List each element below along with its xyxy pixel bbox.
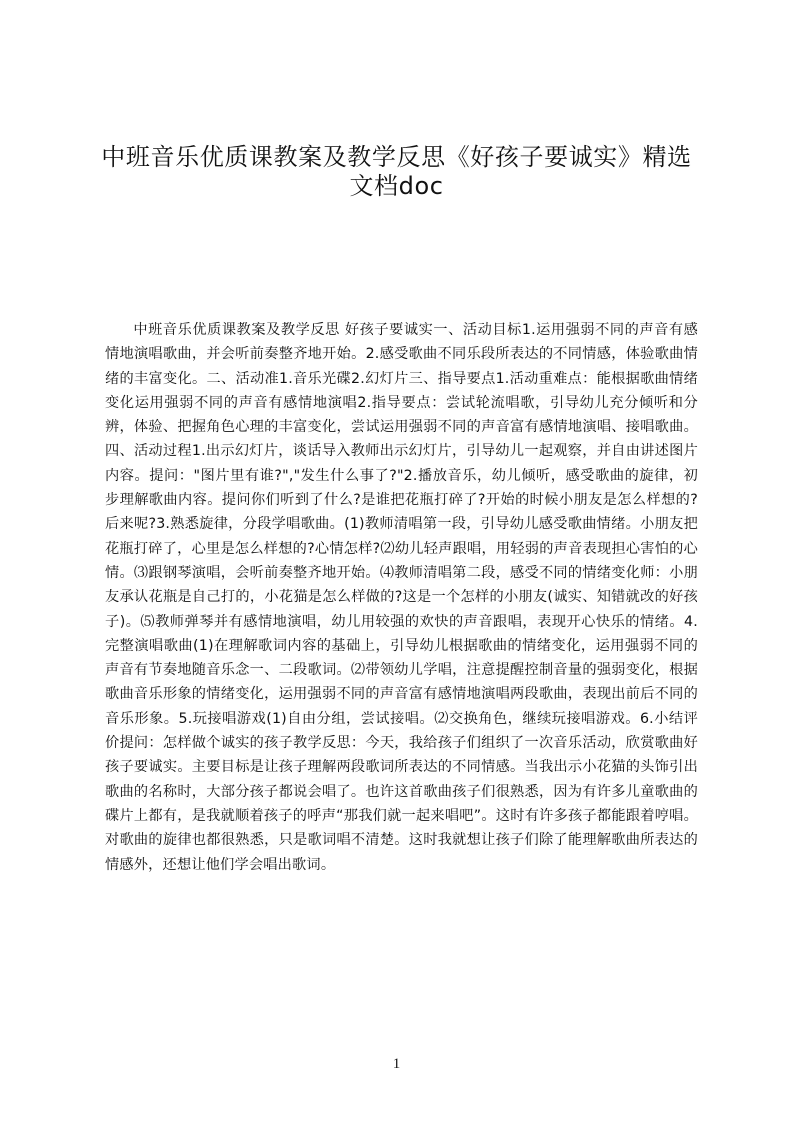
page-number: 1 <box>392 1056 401 1072</box>
document-body: 中班音乐优质课教案及教学反思 好孩子要诚实一、活动目标1.运用强弱不同的声音有感情地演唱歌曲，并会听前奏整齐地开始。2.感受歌曲不同乐段所表达的不同情感，体验歌曲情绪的丰富变化。二、活动准1.音乐光碟2.幻灯片三、指导要点1.活动重难点：能根据歌曲情绪变化运用强弱不同的声音有感情地演唱2.指导要点：尝试轮流唱歌，引导幼儿充分倾听和分辨，体验、把握角色心理的丰富变化，尝试运用强弱不同的声音富有感情地演唱、接唱歌曲。四、活动过程1.出示幻灯片，谈话导入教师出示幻灯片，引导幼儿一起观察，并自由讲述图片内容。提问："图片里有谁?","发生什么事了?"2.播放音乐，幼儿倾听，感受歌曲的旋律，初步理解歌曲内容。提问你们听到了什么?是谁把花瓶打碎了?开始的时候小朋友是怎么样想的?后来呢?3.熟悉旋律，分段学唱歌曲。(1)教师清唱第一段，引导幼儿感受歌曲情绪。小朋友把花瓶打碎了，心里是怎么样想的?心情怎样?⑵幼儿轻声跟唱，用轻弱的声音表现担心害怕的心情。⑶跟钢琴演唱，会听前奏整齐地开始。⑷教师清唱第二段，感受不同的情绪变化师：小朋友承认花瓶是自己打的，小花猫是怎么样做的?这是一个怎样的小朋友(诚实、知错就改的好孩子)。⑸教师弹琴并有感情地演唱，幼儿用较强的欢快的声音跟唱，表现开心快乐的情绪。4.完整演唱歌曲(1)在理解歌词内容的基础上，引导幼儿根据歌曲的情绪变化，运用强弱不同的声音有节奏地随音乐念一、二段歌词。⑵带领幼儿学唱，注意提醒控制音量的强弱变化，根据歌曲音乐形象的情绪变化，运用强弱不同的声音富有感情地演唱两段歌曲，表现出前后不同的音乐形象。5.玩接唱游戏(1)自由分组，尝试接唱。⑵交换角色，继续玩接唱游戏。6.小结评价提问：怎样做个诚实的孩子教学反思：今天，我给孩子们组织了一次音乐活动，欣赏歌曲好孩子要诚实。主要目标是让孩子理解两段歌词所表达的不同情感。当我出示小花猫的头饰引出歌曲的名称时，大部分孩子都说会唱了。也许这首歌曲孩子们很熟悉，因为有许多儿童歌曲的碟片上都有，是我就顺着孩子的呼声“那我们就一起来唱吧”。这时有许多孩子都能跟着哼唱。对歌曲的旋律也都很熟悉，只是歌词唱不清楚。这时我就想让孩子们除了能理解歌曲所表达的情感外，还想让他们学会唱出歌词。 <box>105 322 698 873</box>
document-title: 中班音乐优质课教案及教学反思《好孩子要诚实》精选文档doc <box>101 143 692 200</box>
